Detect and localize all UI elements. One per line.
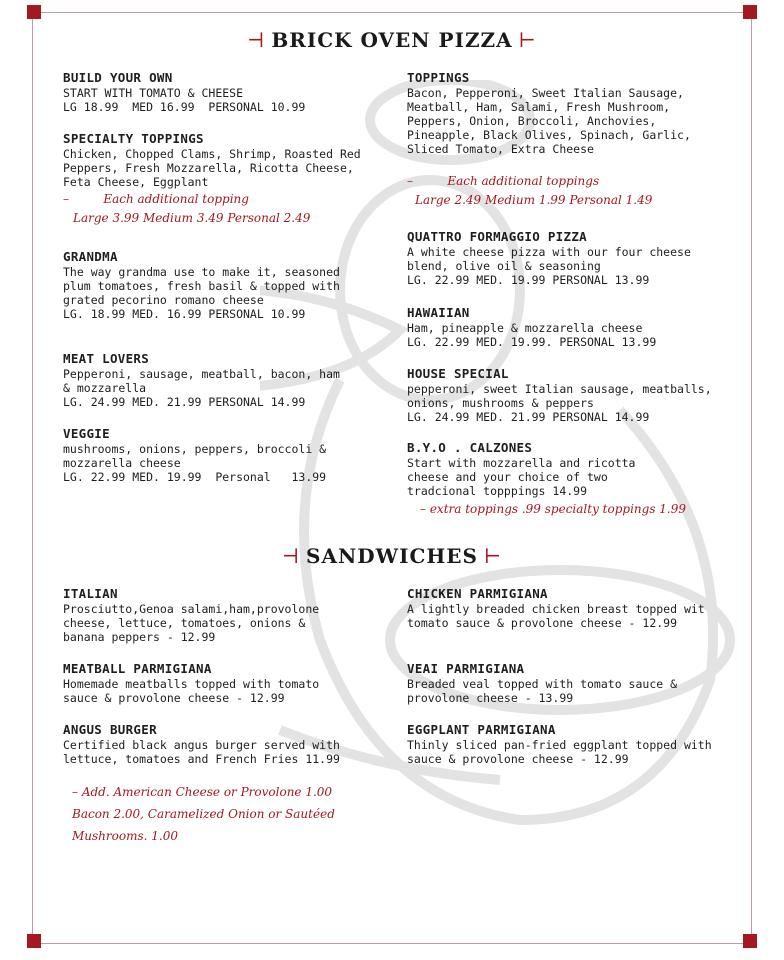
menu-item: EGGPLANT PARMIGIANA Thinly sliced pan-fried eggplant topped with sauce & provolone cheese - 12.99	[407, 722, 712, 766]
corner-square	[27, 934, 41, 948]
menu-item: VEAI PARMIGIANA Breaded veal topped with tomato sauce & provolone cheese - 13.99	[407, 661, 678, 705]
pizza-heading: ⊣ BRICK OVEN PIZZA ⊢	[247, 28, 537, 52]
menu-item: ITALIAN Prosciutto,Genoa salami,ham,provolone cheese, lettuce, tomatoes, onions & banana peppers - 12.99	[63, 586, 320, 644]
menu-item: GRANDMA The way grandma use to make it, seasoned plum tomatoes, fresh basil & topped with grated pecorino romano cheese LG. 18.99 MED. 16.99 PERSONAL 10.99	[63, 249, 340, 321]
burger-addon-note: – Add. American Cheese or Provolone 1.00 Bacon 2.00, Caramelized Onion or Sautéed Mushrooms. 1.00	[72, 785, 335, 843]
menu-item: BUILD YOUR OWN START WITH TOMATO & CHEESE LG 18.99 MED 16.99 PERSONAL 10.99	[63, 70, 306, 114]
menu-item: SPECIALTY TOPPINGS Chicken, Chopped Clams, Shrimp, Roasted Red Peppers, Fresh Mozzarella, Ricotta Cheese, Feta Cheese, Eggplant	[63, 131, 361, 189]
menu-item: TOPPINGS Bacon, Pepperoni, Sweet Italian Sausage, Meatball, Ham, Salami, Fresh Mushroom, Peppers, Onion, Broccoli, Anchovies, Pineapple, Black Olives, Spinach, Garlic, Sliced Tomato, Extra Cheese	[407, 70, 691, 156]
topping-price-note: – Each additional toppings Large 2.49 Medium 1.99 Personal 1.49	[407, 174, 653, 207]
topping-price-note: – Each additional topping Large 3.99 Medium 3.49 Personal 2.49	[63, 192, 311, 225]
sandwiches-heading: ⊣ SANDWICHES ⊢	[281, 544, 503, 568]
menu-item: QUATTRO FORMAGGIO PIZZA A white cheese pizza with our four cheese blend, olive oil & seasoning LG. 22.99 MED. 19.99 PERSONAL 13.99	[407, 229, 691, 287]
corner-square	[743, 934, 757, 948]
corner-square	[743, 5, 757, 19]
menu-item: VEGGIE mushrooms, onions, peppers, broccoli & mozzarella cheese LG. 22.99 MED. 19.99 Personal 13.99	[63, 426, 327, 484]
menu-item: ANGUS BURGER Certified black angus burger served with lettuce, tomatoes and French Fries 11.99	[63, 722, 340, 766]
calzone-extra-note: – extra toppings .99 specialty toppings 1.99	[420, 502, 687, 516]
menu-item: MEAT LOVERS Pepperoni, sausage, meatball, bacon, ham & mozzarella LG. 24.99 MED. 21.99 PERSONAL 14.99	[63, 351, 340, 409]
menu-item: MEATBALL PARMIGIANA Homemade meatballs topped with tomato sauce & provolone cheese - 12.99	[63, 661, 320, 705]
menu-item: HOUSE SPECIAL pepperoni, sweet Italian sausage, meatballs, onions, mushrooms & peppers LG. 24.99 MED. 21.99 PERSONAL 14.99	[407, 366, 712, 424]
corner-square	[27, 5, 41, 19]
menu-item: CHICKEN PARMIGIANA A lightly breaded chicken breast topped wit tomato sauce & provolone cheese - 12.99	[407, 586, 705, 630]
menu-item: HAWAIIAN Ham, pineapple & mozzarella cheese LG. 22.99 MED. 19.99. PERSONAL 13.99	[407, 305, 657, 349]
menu-item: B.Y.O . CALZONES Start with mozzarella and ricotta cheese and your choice of two tradcional topppings 14.99	[407, 440, 636, 498]
